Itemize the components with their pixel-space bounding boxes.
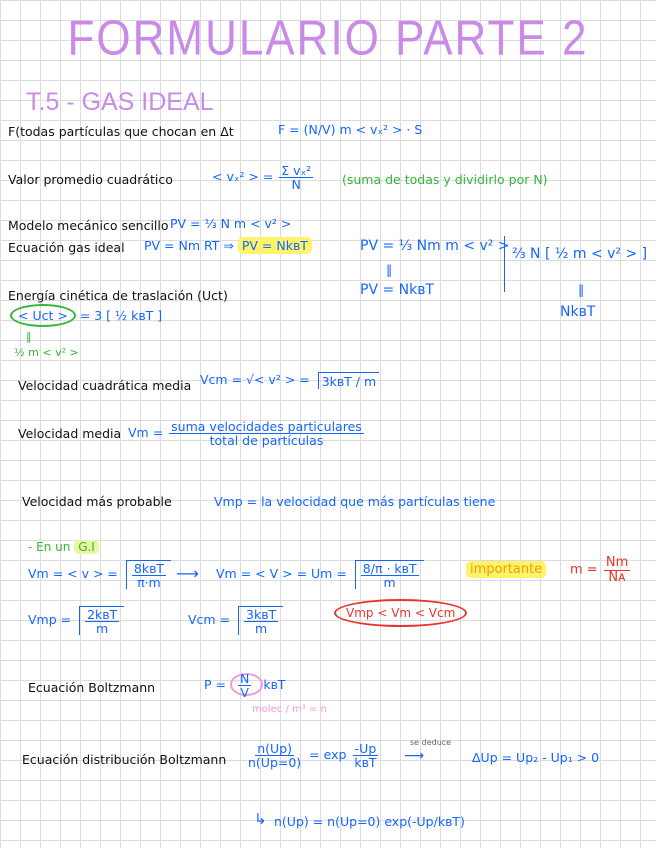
vm2-prefix: Vm = < v > = bbox=[28, 566, 118, 582]
m-num: Nm bbox=[605, 555, 629, 570]
mean-square-label: Valor promedio cuadrático bbox=[8, 172, 173, 187]
velocity-order bbox=[334, 606, 467, 620]
gi-note-prefix: - En un bbox=[28, 540, 71, 554]
vm3-prefix: Vm = < V > = Um = bbox=[216, 566, 347, 582]
mean-square-note: (suma de todas y dividirlo por N) bbox=[342, 172, 548, 187]
distribution-fraction bbox=[246, 742, 303, 769]
force-formula: F = (N/V) m < vₓ² > · S bbox=[278, 122, 423, 137]
ekin-formula bbox=[10, 308, 162, 323]
vm2-num: 8kʙT bbox=[133, 561, 164, 576]
boltzmann-prefix: P = bbox=[204, 677, 226, 693]
vm2-den: π·m bbox=[137, 575, 161, 591]
mean-square-formula bbox=[212, 164, 315, 191]
distribution-return-arrow-icon: ↳ bbox=[254, 810, 267, 828]
distribution-final: n(Up) = n(Up=0) exp(-Up/kʙT) bbox=[274, 814, 465, 829]
mean-square-den: N bbox=[291, 177, 301, 193]
vmp-fraction bbox=[85, 608, 119, 635]
right-equals-sign2: ‖ bbox=[578, 282, 585, 297]
ekin-rhs: = 3 [ ½ kʙT ] bbox=[79, 308, 163, 323]
distribution-den: n(Up=0) bbox=[248, 755, 302, 771]
important-highlight: importante bbox=[466, 561, 546, 578]
vcm2-formula bbox=[188, 606, 283, 635]
right-pv: PV = ⅓ Nm m < v² > bbox=[360, 238, 510, 254]
ekin-equals: ‖ bbox=[26, 330, 32, 343]
right-equals-sign: ‖ bbox=[386, 262, 393, 277]
mean-square-fraction bbox=[279, 164, 313, 191]
gas-label: Ecuación gas ideal bbox=[8, 240, 125, 255]
vm-num: suma velocidades particulares bbox=[171, 419, 362, 434]
model-label: Modelo mecánico sencillo bbox=[8, 218, 169, 233]
boltzmann-num: N bbox=[239, 671, 250, 686]
m-fraction bbox=[604, 556, 630, 584]
vcm-prefix: Vcm = √< v² > = bbox=[200, 372, 310, 387]
vm2-fraction bbox=[132, 562, 166, 589]
section-title: T.5 - GAS IDEAL bbox=[26, 88, 214, 116]
vmp-text: Vmp = la velocidad que más partículas tiene bbox=[214, 494, 496, 509]
ekin-label: Energía cinética de traslación (Uct) bbox=[8, 288, 228, 303]
vm-fraction bbox=[169, 420, 364, 447]
gas-formula-highlight: PV = NkʙT bbox=[238, 237, 312, 254]
vm2-formula bbox=[28, 560, 171, 589]
vmp-formula-prefix: Vmp = bbox=[28, 612, 72, 628]
right-nkt: NkʙT bbox=[560, 304, 596, 320]
vm-prefix: Vm = bbox=[128, 425, 164, 441]
boltzmann-suffix: kʙT bbox=[263, 677, 286, 693]
vcm-formula bbox=[200, 372, 379, 389]
vm3-num: 8/π · kʙT bbox=[362, 561, 417, 576]
gi-note bbox=[28, 540, 99, 554]
distribution-exp-fraction bbox=[352, 742, 378, 769]
force-label: F(todas partículas que chocan en Δt bbox=[8, 124, 234, 139]
ekin-circle: < Uct > bbox=[10, 304, 76, 327]
vmp-root bbox=[79, 606, 124, 635]
distribution-deduce: se deduce bbox=[410, 738, 452, 747]
vmp-formula bbox=[28, 606, 124, 635]
boltzmann-den: V bbox=[240, 685, 249, 701]
vm-den: total de partículas bbox=[209, 433, 324, 449]
vcm-root: 3kʙT / m bbox=[318, 372, 379, 389]
vm2-root bbox=[126, 560, 171, 589]
vcm2-fraction bbox=[244, 608, 278, 635]
boltzmann-formula bbox=[204, 672, 285, 699]
velocity-order-oval: Vmp < Vm < Vcm bbox=[334, 599, 467, 627]
distribution-eq: = exp bbox=[309, 747, 347, 763]
boltzmann-label: Ecuación Boltzmann bbox=[28, 680, 156, 695]
vm3-fraction bbox=[361, 562, 419, 589]
right-pv2: PV = NkʙT bbox=[360, 282, 434, 298]
vcm2-root bbox=[238, 606, 283, 635]
distribution-result: ΔUp = Up₂ - Up₁ > 0 bbox=[472, 750, 600, 765]
gas-formula bbox=[144, 238, 312, 253]
vcm2-num: 3kʙT bbox=[246, 607, 277, 622]
vm3-den: m bbox=[383, 575, 396, 591]
right-bracket-line bbox=[496, 236, 505, 292]
distribution-exp-num: -Up bbox=[354, 741, 377, 756]
distribution-num: n(Up) bbox=[257, 741, 292, 756]
model-formula: PV = ⅓ N m < v² > bbox=[170, 216, 292, 231]
boltzmann-circle bbox=[230, 671, 263, 701]
page-title: FORMULARIO PARTE 2 bbox=[67, 11, 589, 66]
right-bracket-formula: ⅔ N [ ½ m < v² > ] bbox=[512, 246, 648, 262]
vcm2-den: m bbox=[254, 621, 268, 637]
vm3-root bbox=[355, 560, 424, 589]
distribution-exp-den: kʙT bbox=[354, 755, 377, 771]
vcm-label: Velocidad cuadrática media bbox=[18, 378, 192, 393]
m-formula bbox=[570, 556, 632, 584]
m-den: Nᴀ bbox=[608, 569, 626, 585]
ekin-below: ½ m < v² > bbox=[14, 346, 79, 359]
distribution-arrow-icon: ⟶ bbox=[404, 748, 425, 764]
arrow-icon: ⟶ bbox=[176, 564, 199, 583]
important-note bbox=[466, 562, 546, 577]
gas-formula-main: PV = Nm RT ⇒ bbox=[144, 238, 234, 253]
mean-square-num: Σ vₓ² bbox=[281, 163, 312, 178]
distribution-label: Ecuación distribución Boltzmann bbox=[22, 752, 227, 767]
vm-label: Velocidad media bbox=[18, 426, 122, 441]
distribution-formula bbox=[244, 742, 381, 769]
boltzmann-note: molec / m³ = n bbox=[252, 704, 327, 715]
gi-note-highlight: G.I bbox=[74, 540, 99, 554]
vm3-formula bbox=[216, 560, 424, 589]
vcm2-prefix: Vcm = bbox=[188, 612, 231, 628]
m-prefix: m = bbox=[570, 562, 598, 578]
boltzmann-fraction bbox=[238, 672, 251, 699]
vmp-den: m bbox=[96, 621, 109, 637]
vmp-label: Velocidad más probable bbox=[22, 494, 172, 509]
vm-formula bbox=[128, 420, 366, 447]
vmp-num: 2kʙT bbox=[87, 607, 118, 622]
mean-square-lhs: < vₓ² > = bbox=[212, 169, 274, 185]
